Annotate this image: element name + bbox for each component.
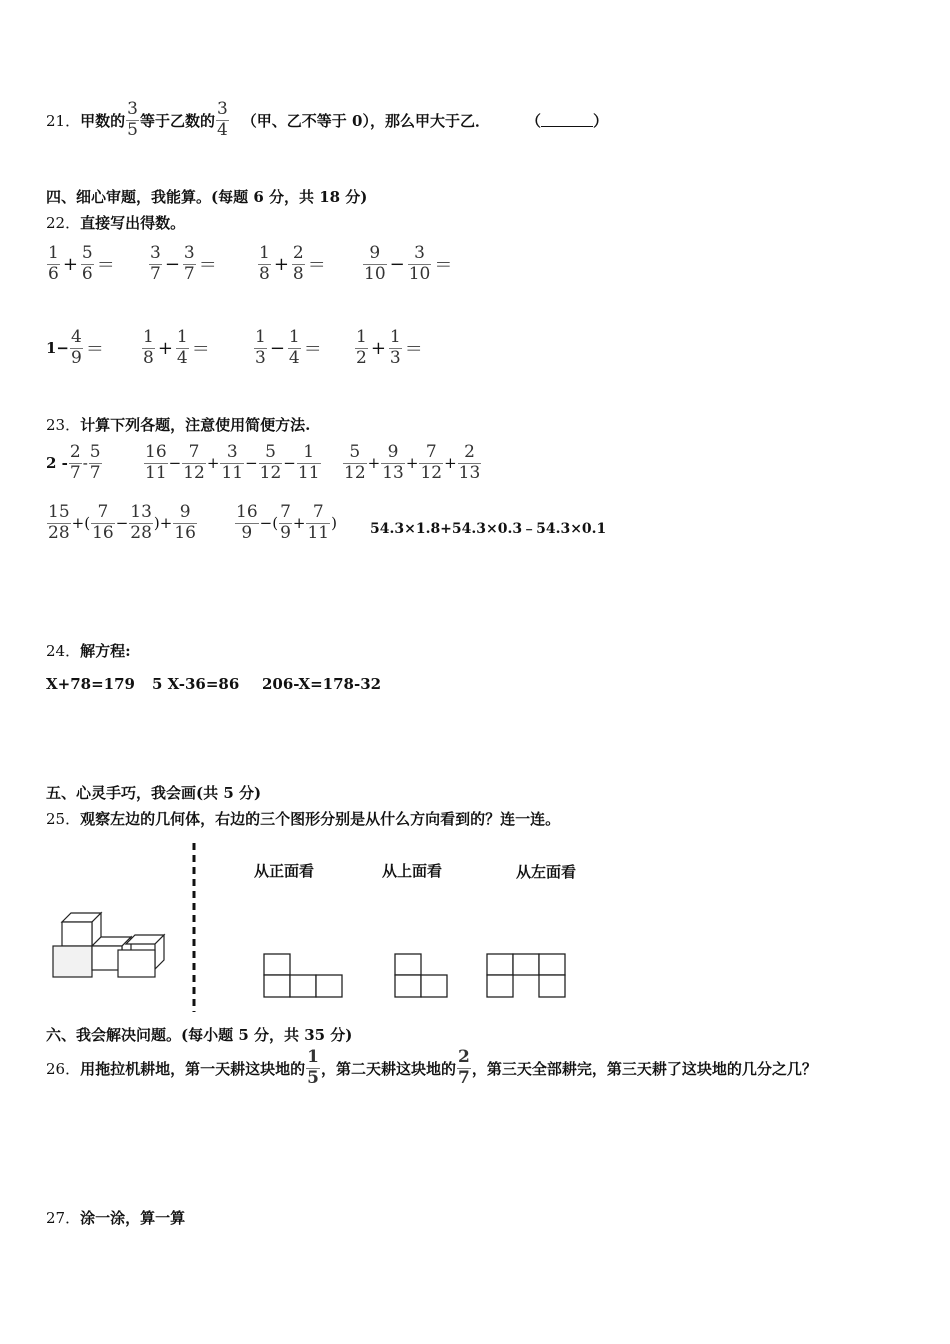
equation: 206-X=178-32 — [262, 675, 382, 693]
equation: X+78=179 — [46, 675, 135, 693]
section-title: 四、细心审题，我能算。(每题 6 分，共 18 分) — [46, 188, 368, 206]
view-top-shape — [395, 954, 447, 997]
equation: 5 X-36=86 — [152, 675, 240, 693]
section-title: 六、我会解决问题。(每小题 5 分，共 35 分) — [46, 1026, 353, 1044]
view-front-shape — [264, 954, 342, 997]
q25-title: 25．观察左边的几何体，右边的三个图形分别是从什么方向看到的？连一连。 — [46, 810, 561, 828]
q23-expr: $\frac{5}{12}$ + $\frac{9}{13}$ + $\frac{7}{12}$ + $\frac{2}{13}$ — [344, 442, 481, 483]
section-title: 五、心灵手巧，我会画(共 5 分) — [46, 784, 262, 802]
q23-expr: $\frac{15}{28}$ +( $\frac{7}{16}$ − $\frac{13}{28}$ )+ $\frac{9}{16}$ — [48, 502, 196, 543]
view-label-front: 从正面看 — [254, 862, 315, 880]
q23-expr: 54.3×1.8+54.3×0.3﹣54.3×0.1 — [370, 521, 607, 537]
cube-solid — [53, 913, 164, 977]
q23-expr: $\frac{16}{11}$ − $\frac{7}{12}$ + $\frac{3}{11}$ − $\frac{5}{12}$ − $\frac{1}{11}$ — [145, 442, 320, 483]
view-left-shape — [487, 954, 565, 997]
q22-item: $\frac{1}{8}$ + $\frac{2}{8}$ ＝ — [259, 243, 326, 284]
fraction: $\frac{3}{4}$ — [216, 99, 228, 140]
q24-title: 24．解方程: — [46, 642, 131, 660]
q22-item: $\frac{9}{10}$ − $\frac{3}{10}$ ＝ — [364, 243, 453, 284]
q23-expr: 2 - $\frac{2}{7}$ - $\frac{5}{7}$ — [46, 442, 101, 483]
view-label-top: 从上面看 — [382, 862, 443, 880]
fraction: $\frac{3}{5}$ — [127, 99, 138, 140]
question-number: 21． — [46, 111, 81, 130]
q22-title: 22．直接写出得数。 — [46, 214, 186, 232]
q22-item: $\frac{3}{7}$ − $\frac{3}{7}$ ＝ — [150, 243, 217, 284]
question-number: 26． — [46, 1059, 81, 1078]
q22-item: $\frac{1}{3}$ − $\frac{1}{4}$ ＝ — [255, 327, 322, 368]
q23-title: 23．计算下列各题，注意使用简便方法. — [46, 416, 311, 434]
q21: 21． 甲数的 $\frac{3}{5}$ 等于乙数的 $\frac{3}{4}$ （甲、乙不等于 0），那么甲大于乙． （ ） — [46, 99, 608, 140]
view-label-left: 从左面看 — [516, 863, 577, 881]
q26: 26． 用拖拉机耕地，第一天耕这块地的 $\frac{1}{5}$ ，第二天耕这块地的 $\frac{2}{7}$ ，第三天全部耕完，第三天耕了这块地的几分之几？ — [46, 1047, 817, 1088]
q22-item: 1− $\frac{4}{9}$ ＝ — [46, 327, 104, 368]
q22-item: $\frac{1}{6}$ + $\frac{5}{6}$ ＝ — [48, 243, 115, 284]
q22-item: $\frac{1}{8}$ + $\frac{1}{4}$ ＝ — [143, 327, 210, 368]
q22-item: $\frac{1}{2}$ + $\frac{1}{3}$ ＝ — [356, 327, 423, 368]
q23-expr: $\frac{16}{9}$ −( $\frac{7}{9}$ + $\frac{7}{11}$ ) — [236, 502, 337, 543]
q27-title: 27．涂一涂，算一算 — [46, 1209, 186, 1227]
